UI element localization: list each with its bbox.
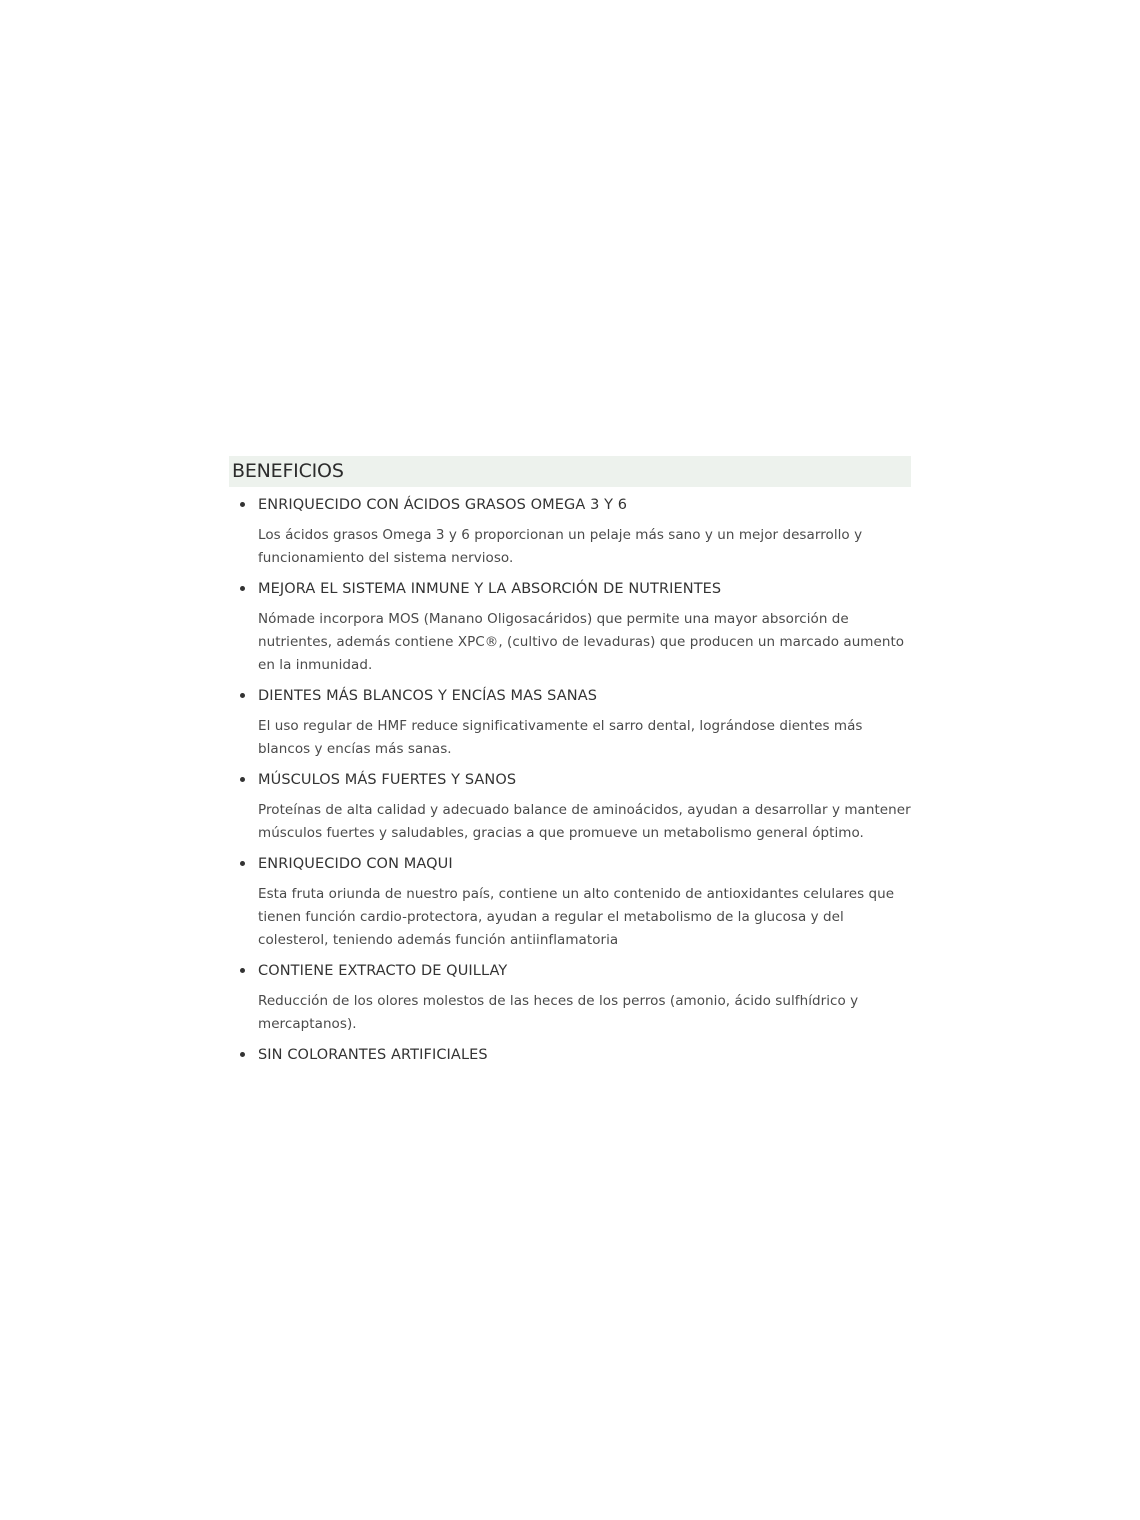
benefit-title: SIN COLORANTES ARTIFICIALES bbox=[258, 1047, 488, 1063]
bullet-icon bbox=[240, 502, 245, 507]
benefit-item bbox=[229, 846, 911, 953]
benefit-title: MEJORA EL SISTEMA INMUNE Y LA ABSORCIÓN DE NUTRIENTES bbox=[258, 581, 722, 597]
bullet-icon bbox=[240, 968, 245, 973]
benefit-description: Reducción de los olores molestos de las heces de los perros (amonio, ácido sulfhídrico y mercaptanos). bbox=[258, 993, 859, 1032]
bullet-icon bbox=[240, 1052, 245, 1057]
section-title: BENEFICIOS bbox=[232, 460, 344, 482]
benefit-description: Proteínas de alta calidad y adecuado balance de aminoácidos, ayudan a desarrollar y mantener músculos fuertes y saludables, gracias a que promueve un metabolismo general óptimo. bbox=[258, 802, 911, 841]
benefit-description: Los ácidos grasos Omega 3 y 6 proporcionan un pelaje más sano y un mejor desarrollo y funcionamiento del sistema nervioso. bbox=[258, 527, 863, 566]
benefit-title: ENRIQUECIDO CON ÁCIDOS GRASOS OMEGA 3 Y 6 bbox=[258, 497, 628, 513]
bullet-icon bbox=[240, 777, 245, 782]
benefit-item bbox=[229, 953, 911, 1037]
benefit-title: DIENTES MÁS BLANCOS Y ENCÍAS MAS SANAS bbox=[258, 688, 598, 704]
benefit-description: Esta fruta oriunda de nuestro país, contiene un alto contenido de antioxidantes celulares que tienen función cardio-protectora, ayudan a regular el metabolismo de la glucosa y del colesterol, teniendo además función antiinflamatoria bbox=[258, 886, 895, 948]
benefit-description: Nómade incorpora MOS (Manano Oligosacáridos) que permite una mayor absorción de nutrientes, además contiene XPC®, (cultivo de levaduras) que producen un marcado aumento en la inmunidad. bbox=[258, 611, 905, 673]
benefits-section bbox=[229, 456, 911, 1064]
bullet-icon bbox=[240, 586, 245, 591]
benefit-item bbox=[229, 487, 911, 571]
benefit-item bbox=[229, 1037, 911, 1064]
section-header bbox=[229, 456, 911, 487]
benefit-list bbox=[229, 487, 911, 1064]
benefit-description: El uso regular de HMF reduce significativamente el sarro dental, lográndose dientes más blancos y encías más sanas. bbox=[258, 718, 863, 757]
benefit-title: CONTIENE EXTRACTO DE QUILLAY bbox=[258, 963, 508, 979]
benefit-item bbox=[229, 678, 911, 762]
bullet-icon bbox=[240, 861, 245, 866]
benefit-title: ENRIQUECIDO CON MAQUI bbox=[258, 856, 453, 872]
benefit-title: MÚSCULOS MÁS FUERTES Y SANOS bbox=[258, 772, 517, 788]
bullet-icon bbox=[240, 693, 245, 698]
benefit-item bbox=[229, 762, 911, 846]
benefit-item bbox=[229, 571, 911, 678]
